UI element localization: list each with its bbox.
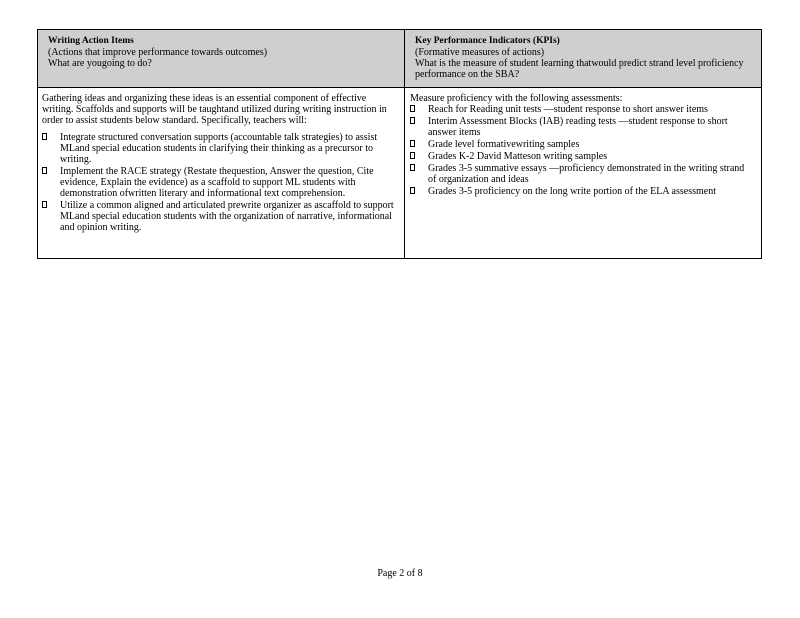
list-item-text: Utilize a common aligned and articulated prewrite organizer as ascaffold to support MLand special education students with the organization of narrative, informational and opinion writing.: [60, 200, 394, 233]
list-item: [410, 186, 751, 197]
writing-action-items-question: What are yougoing to do?: [48, 58, 152, 69]
bullet-box-icon: [410, 152, 415, 159]
list-item-text: Grade level formativewriting samples: [428, 139, 580, 150]
list-item: [42, 200, 394, 233]
writing-action-items-column: [38, 30, 405, 258]
bullet-box-icon: [410, 105, 415, 112]
list-item: [410, 104, 751, 115]
writing-action-items-title: Writing Action Items: [48, 36, 134, 46]
list-item: [410, 163, 751, 185]
list-item-text: Grades K-2 David Matteson writing samples: [428, 151, 608, 162]
bullet-box-icon: [42, 201, 47, 208]
list-item: [410, 139, 751, 150]
list-item-text: Implement the RACE strategy (Restate thequestion, Answer the question, Cite evidence, Explain the evidence) as a scaffold to support ML students with demonstration ofwritten literary and informational text comprehension.: [60, 166, 374, 199]
writing-action-items-header: [38, 30, 404, 88]
kpi-header: [405, 30, 761, 88]
writing-action-items-subtitle: (Actions that improve performance towards outcomes): [48, 47, 268, 58]
bullet-box-icon: [42, 133, 47, 140]
list-item: [410, 151, 751, 162]
bullet-box-icon: [410, 187, 415, 194]
bullet-box-icon: [410, 164, 415, 171]
list-item-text: Grades 3-5 proficiency on the long write portion of the ELA assessment: [428, 186, 716, 197]
action-items-table: [37, 29, 762, 259]
kpi-list: [410, 104, 751, 197]
kpi-body: [405, 88, 761, 258]
kpi-subtitle: (Formative measures of actions): [415, 47, 545, 58]
list-item: [410, 116, 751, 138]
bullet-box-icon: [410, 140, 415, 147]
list-item: [42, 166, 394, 199]
writing-action-items-intro: Gathering ideas and organizing these ideas is an essential component of effective writing. Scaffolds and supports will be taughtand utilized during writing instruction in order to assist students below standard. Specifically, teachers will:: [42, 93, 387, 126]
list-item: [42, 132, 394, 165]
kpi-intro: Measure proficiency with the following assessments:: [410, 93, 623, 104]
bullet-box-icon: [42, 167, 47, 174]
writing-action-items-list: [42, 132, 394, 233]
page-number: Page 2 of 8: [377, 568, 423, 579]
writing-action-items-body: [38, 88, 404, 258]
kpi-column: [405, 30, 761, 258]
kpi-title: Key Performance Indicators (KPIs): [415, 36, 560, 46]
bullet-box-icon: [410, 117, 415, 124]
list-item-text: Reach for Reading unit tests —student response to short answer items: [428, 104, 708, 115]
list-item-text: Grades 3-5 summative essays —proficiency demonstrated in the writing strand of organization and ideas: [428, 163, 745, 185]
kpi-question: What is the measure of student learning thatwould predict strand level proficiency performance on the SBA?: [415, 58, 744, 80]
list-item-text: Integrate structured conversation supports (accountable talk strategies) to assist MLand special education students in clarifying their thinking as a precursor to writing.: [60, 132, 378, 165]
list-item-text: Interim Assessment Blocks (IAB) reading tests —student response to short answer items: [428, 116, 728, 138]
